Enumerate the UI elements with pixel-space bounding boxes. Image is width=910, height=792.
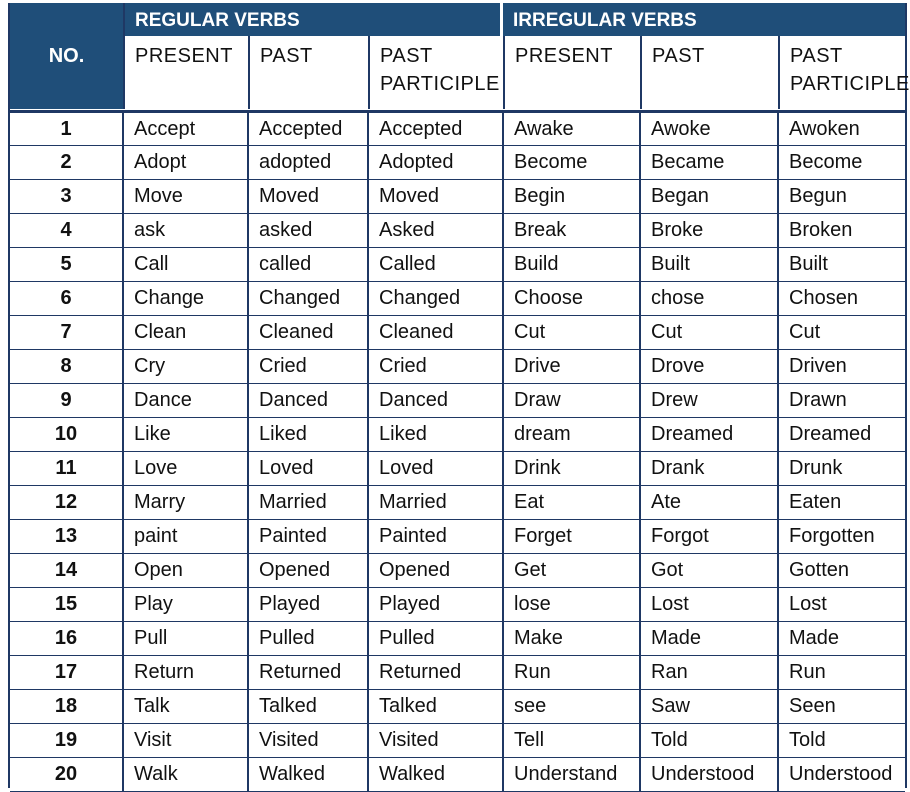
cell-irregular-past: Drew [640, 384, 778, 418]
cell-regular-present: Move [123, 180, 248, 214]
cell-no: 3 [10, 180, 123, 214]
cell-no: 16 [10, 622, 123, 656]
cell-irregular-past-participle: Lost [778, 588, 905, 622]
cell-irregular-past: Saw [640, 690, 778, 724]
table-row [10, 350, 905, 384]
cell-irregular-past: Got [640, 554, 778, 588]
cell-irregular-past: Drank [640, 452, 778, 486]
cell-regular-past-participle: Loved [368, 452, 503, 486]
cell-no: 7 [10, 316, 123, 350]
cell-irregular-present: Understand [503, 758, 640, 792]
cell-regular-past: Walked [248, 758, 368, 792]
cell-irregular-past-participle: Understood [778, 758, 905, 792]
cell-irregular-past-participle: Cut [778, 316, 905, 350]
cell-irregular-present: Choose [503, 282, 640, 316]
cell-regular-past-participle: Opened [368, 554, 503, 588]
cell-regular-present: Visit [123, 724, 248, 758]
cell-irregular-past-participle: Built [778, 248, 905, 282]
header-regular-verbs: REGULAR VERBS [125, 3, 500, 36]
table-row [10, 588, 905, 622]
cell-irregular-present: Drive [503, 350, 640, 384]
cell-regular-present: Cry [123, 350, 248, 384]
cell-irregular-past-participle: Driven [778, 350, 905, 384]
table-row [10, 180, 905, 214]
cell-regular-past: Played [248, 588, 368, 622]
cell-regular-past: Moved [248, 180, 368, 214]
cell-regular-present: ask [123, 214, 248, 248]
cell-regular-present: Marry [123, 486, 248, 520]
cell-regular-past-participle: Danced [368, 384, 503, 418]
cell-irregular-past-participle: Awoken [778, 112, 905, 146]
cell-regular-past-participle: Moved [368, 180, 503, 214]
cell-regular-present: Play [123, 588, 248, 622]
cell-regular-present: Talk [123, 690, 248, 724]
cell-regular-past: Changed [248, 282, 368, 316]
cell-no: 1 [10, 112, 123, 146]
cell-irregular-present: Forget [503, 520, 640, 554]
cell-irregular-present: Cut [503, 316, 640, 350]
cell-irregular-past-participle: Gotten [778, 554, 905, 588]
col-irregular-past-participle: PAST PARTICIPLE [778, 36, 905, 109]
cell-regular-past: Returned [248, 656, 368, 690]
table-row [10, 690, 905, 724]
cell-irregular-past-participle: Begun [778, 180, 905, 214]
table-row [10, 146, 905, 180]
verbs-table-body [10, 110, 905, 792]
cell-irregular-past-participle: Run [778, 656, 905, 690]
cell-irregular-present: Break [503, 214, 640, 248]
cell-irregular-present: lose [503, 588, 640, 622]
cell-regular-past: Pulled [248, 622, 368, 656]
cell-irregular-past-participle: Become [778, 146, 905, 180]
cell-irregular-present: Draw [503, 384, 640, 418]
cell-irregular-past: Lost [640, 588, 778, 622]
cell-regular-past: Liked [248, 418, 368, 452]
table-row [10, 214, 905, 248]
table-row [10, 758, 905, 792]
cell-no: 17 [10, 656, 123, 690]
table-row [10, 724, 905, 758]
table-row [10, 248, 905, 282]
cell-regular-past-participle: Returned [368, 656, 503, 690]
cell-irregular-past-participle: Drunk [778, 452, 905, 486]
col-regular-past: PAST [248, 36, 368, 109]
table-row [10, 520, 905, 554]
cell-regular-past-participle: Pulled [368, 622, 503, 656]
cell-regular-past: adopted [248, 146, 368, 180]
cell-regular-present: paint [123, 520, 248, 554]
cell-no: 15 [10, 588, 123, 622]
cell-irregular-present: Tell [503, 724, 640, 758]
cell-regular-present: Change [123, 282, 248, 316]
cell-irregular-past-participle: Eaten [778, 486, 905, 520]
cell-regular-past: Danced [248, 384, 368, 418]
cell-regular-past-participle: Married [368, 486, 503, 520]
header-irregular-verbs: IRREGULAR VERBS [503, 3, 905, 36]
cell-irregular-present: Get [503, 554, 640, 588]
cell-regular-past-participle: Visited [368, 724, 503, 758]
cell-no: 14 [10, 554, 123, 588]
cell-regular-present: Like [123, 418, 248, 452]
cell-regular-past: Accepted [248, 112, 368, 146]
table-right-border [905, 3, 907, 788]
header-group-divider [500, 3, 503, 36]
cell-irregular-present: Run [503, 656, 640, 690]
cell-regular-present: Walk [123, 758, 248, 792]
cell-regular-past: Married [248, 486, 368, 520]
cell-regular-past: Talked [248, 690, 368, 724]
cell-irregular-present: Drink [503, 452, 640, 486]
cell-regular-past: asked [248, 214, 368, 248]
cell-irregular-past: Began [640, 180, 778, 214]
cell-irregular-past-participle: Dreamed [778, 418, 905, 452]
cell-no: 11 [10, 452, 123, 486]
cell-no: 4 [10, 214, 123, 248]
header-no: NO. [10, 3, 123, 109]
cell-regular-past-participle: Painted [368, 520, 503, 554]
cell-regular-past-participle: Called [368, 248, 503, 282]
cell-irregular-past: Told [640, 724, 778, 758]
cell-irregular-past-participle: Forgotten [778, 520, 905, 554]
cell-regular-present: Open [123, 554, 248, 588]
col-irregular-present: PRESENT [503, 36, 640, 109]
cell-no: 12 [10, 486, 123, 520]
cell-regular-past-participle: Changed [368, 282, 503, 316]
cell-regular-past: Painted [248, 520, 368, 554]
cell-no: 13 [10, 520, 123, 554]
cell-no: 20 [10, 758, 123, 792]
table-row [10, 452, 905, 486]
cell-irregular-past-participle: Chosen [778, 282, 905, 316]
table-row [10, 656, 905, 690]
cell-regular-past: called [248, 248, 368, 282]
cell-no: 18 [10, 690, 123, 724]
cell-no: 6 [10, 282, 123, 316]
table-row [10, 622, 905, 656]
cell-irregular-present: Awake [503, 112, 640, 146]
cell-regular-present: Return [123, 656, 248, 690]
table-row [10, 112, 905, 146]
table-row [10, 486, 905, 520]
cell-irregular-past: Ate [640, 486, 778, 520]
table-row [10, 384, 905, 418]
cell-irregular-present: dream [503, 418, 640, 452]
cell-irregular-past-participle: Told [778, 724, 905, 758]
cell-irregular-past: Drove [640, 350, 778, 384]
cell-regular-past-participle: Walked [368, 758, 503, 792]
cell-regular-past-participle: Played [368, 588, 503, 622]
cell-regular-present: Accept [123, 112, 248, 146]
cell-irregular-past: Forgot [640, 520, 778, 554]
cell-no: 8 [10, 350, 123, 384]
cell-irregular-past: Made [640, 622, 778, 656]
cell-no: 2 [10, 146, 123, 180]
cell-regular-past-participle: Talked [368, 690, 503, 724]
cell-irregular-present: Eat [503, 486, 640, 520]
cell-regular-past: Opened [248, 554, 368, 588]
cell-irregular-past: Dreamed [640, 418, 778, 452]
cell-regular-past-participle: Cried [368, 350, 503, 384]
cell-no: 5 [10, 248, 123, 282]
table-row [10, 418, 905, 452]
cell-regular-present: Dance [123, 384, 248, 418]
cell-regular-past: Visited [248, 724, 368, 758]
cell-irregular-past: Built [640, 248, 778, 282]
col-regular-present: PRESENT [125, 36, 248, 109]
cell-regular-present: Pull [123, 622, 248, 656]
cell-no: 9 [10, 384, 123, 418]
cell-irregular-past: Became [640, 146, 778, 180]
cell-irregular-present: Build [503, 248, 640, 282]
cell-regular-present: Love [123, 452, 248, 486]
cell-regular-past: Cleaned [248, 316, 368, 350]
cell-regular-past-participle: Cleaned [368, 316, 503, 350]
cell-irregular-past: chose [640, 282, 778, 316]
cell-regular-present: Clean [123, 316, 248, 350]
table-row [10, 282, 905, 316]
cell-irregular-present: see [503, 690, 640, 724]
cell-irregular-past: Understood [640, 758, 778, 792]
cell-irregular-present: Begin [503, 180, 640, 214]
cell-irregular-past-participle: Made [778, 622, 905, 656]
cell-regular-present: Call [123, 248, 248, 282]
cell-irregular-past-participle: Broken [778, 214, 905, 248]
cell-irregular-past: Awoke [640, 112, 778, 146]
col-regular-past-participle: PAST PARTICIPLE [368, 36, 503, 109]
table-row [10, 554, 905, 588]
cell-regular-past: Loved [248, 452, 368, 486]
cell-regular-past-participle: Liked [368, 418, 503, 452]
cell-irregular-past-participle: Seen [778, 690, 905, 724]
cell-irregular-past: Broke [640, 214, 778, 248]
cell-no: 10 [10, 418, 123, 452]
cell-no: 19 [10, 724, 123, 758]
cell-regular-past-participle: Asked [368, 214, 503, 248]
cell-irregular-past-participle: Drawn [778, 384, 905, 418]
cell-regular-past-participle: Accepted [368, 112, 503, 146]
cell-irregular-present: Make [503, 622, 640, 656]
col-irregular-past: PAST [640, 36, 778, 109]
cell-irregular-past: Cut [640, 316, 778, 350]
cell-irregular-past: Ran [640, 656, 778, 690]
table-row [10, 316, 905, 350]
cell-regular-past: Cried [248, 350, 368, 384]
cell-irregular-present: Become [503, 146, 640, 180]
cell-regular-past-participle: Adopted [368, 146, 503, 180]
cell-regular-present: Adopt [123, 146, 248, 180]
